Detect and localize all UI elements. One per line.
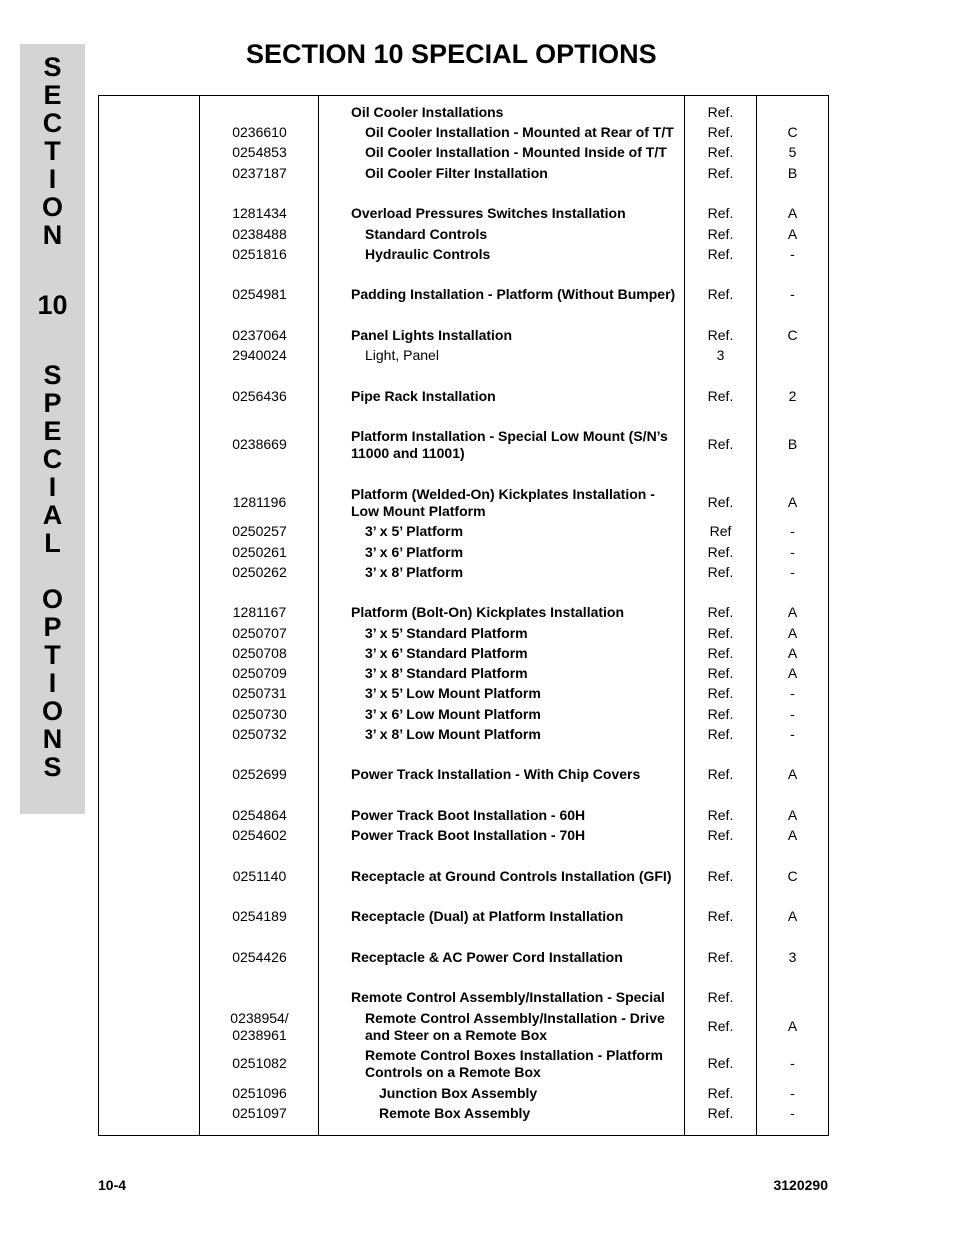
row-description: Oil Cooler Installation - Mounted at Rear of T/T	[365, 124, 674, 140]
row-reference: Ref.	[707, 949, 734, 965]
side-tab-letter: A	[42, 500, 63, 530]
row-description: Power Track Boot Installation - 70H	[351, 827, 586, 843]
row-note: -	[790, 1105, 795, 1121]
row-reference: Ref.	[707, 1055, 734, 1071]
side-tab-letter: S	[43, 52, 62, 82]
row-description: 3’ x 5’ Low Mount Platform	[365, 685, 541, 701]
row-note: C	[787, 868, 798, 884]
row-note: -	[790, 564, 795, 580]
row-note: -	[790, 685, 795, 701]
row-note: C	[787, 327, 798, 343]
row-reference: Ref.	[707, 165, 734, 181]
row-description: Remote Control Assembly/Installation - Drive and Steer on a Remote Box	[365, 1010, 665, 1043]
row-part-number: 0238488	[232, 226, 287, 242]
row-reference: Ref.	[707, 124, 734, 140]
row-part-number: 1281196	[232, 494, 287, 510]
row-reference: Ref.	[707, 868, 734, 884]
row-note: A	[787, 494, 798, 510]
row-part-number: 0254189	[232, 908, 287, 924]
side-tab-letter: T	[44, 640, 61, 670]
row-reference: Ref.	[707, 144, 734, 160]
row-part-number: 0250731	[232, 685, 287, 701]
side-tab-letter: P	[43, 612, 62, 642]
side-tab-letter: I	[48, 668, 57, 698]
row-part-number: 0256436	[232, 388, 287, 404]
row-reference: Ref.	[707, 625, 734, 641]
row-description: Remote Box Assembly	[379, 1105, 531, 1121]
side-tab-letter: 10	[37, 290, 68, 320]
row-note: -	[790, 246, 795, 262]
row-reference: Ref.	[707, 706, 734, 722]
row-part-number: 0250709	[232, 665, 287, 681]
row-description: 3’ x 8’ Standard Platform	[365, 665, 528, 681]
row-part-number: 0237187	[232, 165, 287, 181]
row-note: 2	[788, 388, 797, 404]
row-reference: Ref.	[707, 766, 734, 782]
side-tab-letter	[20, 557, 85, 585]
row-part-number: 2940024	[232, 347, 287, 363]
side-tab-letter: N	[42, 220, 63, 250]
row-description: Panel Lights Installation	[351, 327, 513, 343]
row-note: A	[787, 226, 798, 242]
document-number: 3120290	[773, 1177, 828, 1193]
row-note: -	[790, 1085, 795, 1101]
row-note: C	[787, 124, 798, 140]
side-tab-letter: O	[41, 584, 63, 614]
row-reference: Ref.	[707, 685, 734, 701]
side-tab-letter: T	[44, 136, 61, 166]
side-tab-letter: I	[48, 164, 57, 194]
row-note: B	[787, 436, 798, 452]
row-note: -	[790, 1055, 795, 1071]
row-part-number: 0252699	[232, 766, 287, 782]
row-reference: Ref.	[707, 1085, 734, 1101]
row-part-number: 0250730	[232, 706, 287, 722]
row-reference: Ref.	[707, 436, 734, 452]
row-part-number: 0254602	[232, 827, 287, 843]
side-tab-letter	[20, 249, 85, 277]
row-note: 3	[788, 949, 797, 965]
side-tab-letter: C	[42, 444, 63, 474]
row-description: Junction Box Assembly	[379, 1085, 538, 1101]
side-tab-letter: P	[43, 388, 62, 418]
row-reference: Ref.	[707, 1105, 734, 1121]
row-part-number: 0251096	[232, 1085, 287, 1101]
row-part-number: 0238954/ 0238961	[230, 1010, 289, 1043]
row-note: 5	[788, 144, 797, 160]
row-note: -	[790, 523, 795, 539]
row-reference: Ref.	[707, 388, 734, 404]
row-note: B	[787, 165, 798, 181]
row-description: 3’ x 5’ Platform	[365, 523, 464, 539]
row-part-number: 0251082	[232, 1055, 287, 1071]
row-part-number: 0254981	[232, 286, 287, 302]
side-tab-letter: C	[42, 108, 63, 138]
row-description: Hydraulic Controls	[365, 246, 491, 262]
side-tab-letter: S	[43, 752, 62, 782]
row-reference: Ref.	[707, 665, 734, 681]
row-part-number: 0254853	[232, 144, 287, 160]
row-description: 3’ x 5’ Standard Platform	[365, 625, 528, 641]
row-part-number: 0237064	[232, 327, 287, 343]
row-note: A	[787, 908, 798, 924]
row-description: Oil Cooler Filter Installation	[365, 165, 548, 181]
row-description: Overload Pressures Switches Installation	[351, 205, 626, 221]
row-note: -	[790, 544, 795, 560]
row-description: 3’ x 6’ Standard Platform	[365, 645, 528, 661]
row-part-number: 0250707	[232, 625, 287, 641]
row-description: Light, Panel	[365, 347, 439, 363]
row-part-number: 0236610	[232, 124, 287, 140]
row-description: Oil Cooler Installation - Mounted Inside of T/T	[365, 144, 667, 160]
row-part-number: 0250262	[232, 564, 287, 580]
row-part-number: 0250708	[232, 645, 287, 661]
row-description: Remote Control Assembly/Installation - Special	[351, 989, 665, 1005]
row-description: Oil Cooler Installations	[351, 104, 504, 120]
row-description: Padding Installation - Platform (Without Bumper)	[351, 286, 676, 302]
row-description: Receptacle (Dual) at Platform Installation	[351, 908, 624, 924]
page-title: SECTION 10 SPECIAL OPTIONS	[246, 39, 657, 69]
row-reference: Ref.	[707, 327, 734, 343]
row-reference: Ref.	[707, 908, 734, 924]
side-tab-letter: E	[43, 416, 62, 446]
row-description: Platform (Welded-On) Kickplates Installation - Low Mount Platform	[351, 486, 655, 519]
side-tab-letter: S	[43, 360, 62, 390]
row-note: A	[787, 205, 798, 221]
row-reference: Ref.	[707, 205, 734, 221]
row-note: A	[787, 625, 798, 641]
row-reference: Ref.	[707, 989, 734, 1005]
row-note: -	[790, 286, 795, 302]
row-reference: Ref.	[707, 726, 734, 742]
row-part-number: 1281434	[232, 205, 287, 221]
row-reference: Ref.	[707, 807, 734, 823]
row-note: -	[790, 706, 795, 722]
row-reference: 3	[716, 347, 725, 363]
row-part-number: 1281167	[232, 604, 287, 620]
row-part-number: 0251097	[232, 1105, 287, 1121]
row-description: Pipe Rack Installation	[351, 388, 496, 404]
row-description: 3’ x 6’ Platform	[365, 544, 464, 560]
row-description: Power Track Installation - With Chip Covers	[351, 766, 641, 782]
row-reference: Ref.	[707, 544, 734, 560]
row-description: Receptacle at Ground Controls Installation (GFI)	[351, 868, 672, 884]
row-reference: Ref.	[707, 564, 734, 580]
row-reference: Ref.	[707, 827, 734, 843]
row-note: A	[787, 665, 798, 681]
row-note: A	[787, 807, 798, 823]
side-tab-letter: O	[41, 696, 63, 726]
row-description: Remote Control Boxes Installation - Platform Controls on a Remote Box	[365, 1047, 663, 1080]
row-reference: Ref	[709, 523, 732, 539]
row-part-number: 0254864	[232, 807, 287, 823]
row-description: Receptacle & AC Power Cord Installation	[351, 949, 623, 965]
row-reference: Ref.	[707, 645, 734, 661]
row-description: Standard Controls	[365, 226, 488, 242]
row-reference: Ref.	[707, 1018, 734, 1034]
side-tab-letter: I	[48, 472, 57, 502]
row-note: A	[787, 1018, 798, 1034]
row-part-number: 0238669	[232, 436, 287, 452]
row-part-number: 0251816	[232, 246, 287, 262]
row-part-number: 0250257	[232, 523, 287, 539]
row-description: Platform (Bolt-On) Kickplates Installation	[351, 604, 625, 620]
row-description: 3’ x 8’ Low Mount Platform	[365, 726, 541, 742]
row-note: -	[790, 726, 795, 742]
row-description: 3’ x 8’ Platform	[365, 564, 464, 580]
row-reference: Ref.	[707, 604, 734, 620]
side-tab-letter: L	[44, 528, 61, 558]
row-note: A	[787, 766, 798, 782]
row-note: A	[787, 827, 798, 843]
side-tab-letter	[20, 333, 85, 361]
row-reference: Ref.	[707, 286, 734, 302]
row-part-number: 0250261	[232, 544, 287, 560]
side-tab-letter: N	[42, 724, 63, 754]
row-reference: Ref.	[707, 226, 734, 242]
row-note: A	[787, 604, 798, 620]
row-description: Platform Installation - Special Low Mount (S/N’s 11000 and 11001)	[351, 428, 668, 461]
row-part-number: 0251140	[232, 868, 287, 884]
side-tab-letter: E	[43, 80, 62, 110]
row-reference: Ref.	[707, 104, 734, 120]
row-description: 3’ x 6’ Low Mount Platform	[365, 706, 541, 722]
page-number: 10-4	[98, 1177, 127, 1193]
row-reference: Ref.	[707, 246, 734, 262]
row-part-number: 0254426	[232, 949, 287, 965]
row-part-number: 0250732	[232, 726, 287, 742]
row-reference: Ref.	[707, 494, 734, 510]
section-side-label	[20, 53, 85, 781]
side-tab-letter: O	[41, 192, 63, 222]
row-note: A	[787, 645, 798, 661]
row-description: Power Track Boot Installation - 60H	[351, 807, 586, 823]
